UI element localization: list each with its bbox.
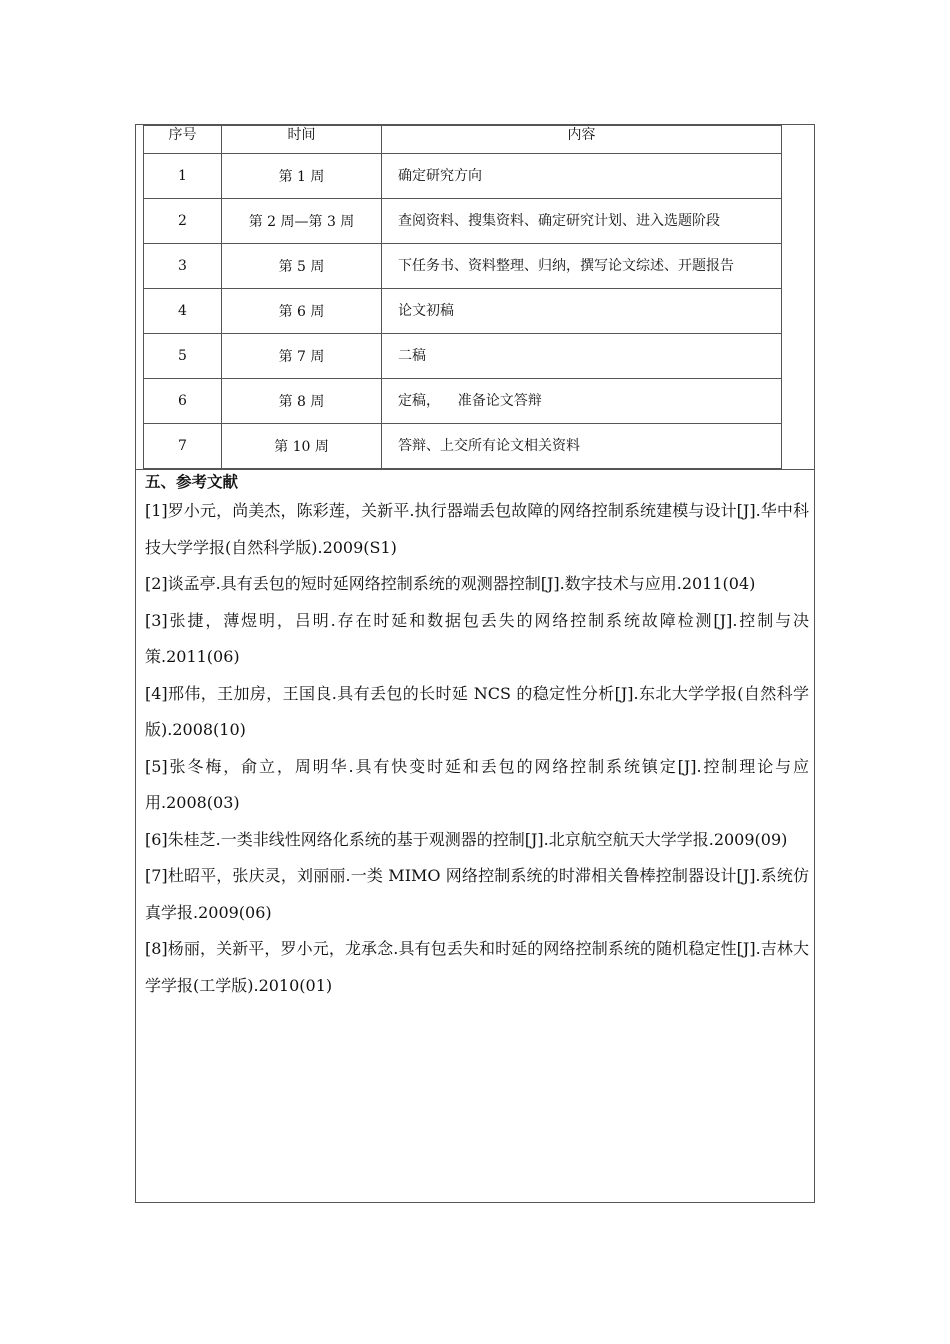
reference-item: [8]杨丽，关新平，罗小元，龙承念.具有包丢失和时延的网络控制系统的随机稳定性[J].吉林大学学报(工学版).2010(01) bbox=[145, 939, 809, 995]
row-content bbox=[382, 289, 782, 334]
schedule-row bbox=[144, 199, 782, 244]
row-content bbox=[382, 199, 782, 244]
row-week: 第 2 周—第 3 周 bbox=[222, 199, 382, 244]
reference-item: [4]邢伟，王加房，王国良.具有丢包的长时延 NCS 的稳定性分析[J].东北大学学报(自然科学版).2008(10) bbox=[145, 683, 809, 739]
row-content bbox=[382, 154, 782, 199]
row-content-text: 二稿 bbox=[398, 347, 426, 364]
header-content: 内容 bbox=[382, 126, 782, 154]
section-divider bbox=[136, 469, 814, 470]
row-index: 1 bbox=[144, 154, 222, 199]
schedule-row bbox=[144, 244, 782, 289]
references-section bbox=[145, 471, 809, 1004]
row-index: 5 bbox=[144, 334, 222, 379]
row-week: 第 10 周 bbox=[222, 424, 382, 469]
header-time: 时间 bbox=[222, 126, 382, 154]
schedule-row bbox=[144, 334, 782, 379]
schedule-row bbox=[144, 289, 782, 334]
row-index: 7 bbox=[144, 424, 222, 469]
references-title: 五、参考文献 bbox=[145, 473, 239, 491]
schedule-row bbox=[144, 154, 782, 199]
row-week: 第 8 周 bbox=[222, 379, 382, 424]
reference-item: [2]谈孟亭.具有丢包的短时延网络控制系统的观测器控制[J].数字技术与应用.2011(04) bbox=[145, 574, 756, 593]
reference-item: [7]杜昭平，张庆灵，刘丽丽.一类 MIMO 网络控制系统的时滞相关鲁棒控制器设计[J].系统仿真学报.2009(06) bbox=[145, 866, 809, 922]
reference-list bbox=[145, 493, 809, 1004]
header-index: 序号 bbox=[144, 126, 222, 154]
row-content bbox=[382, 334, 782, 379]
reference-item: [5]张冬梅，俞立，周明华.具有快变时延和丢包的网络控制系统镇定[J].控制理论与应用.2008(03) bbox=[145, 756, 809, 812]
report-form bbox=[135, 124, 815, 1203]
row-content-text: 确定研究方向 bbox=[398, 167, 482, 184]
row-week: 第 5 周 bbox=[222, 244, 382, 289]
row-index: 2 bbox=[144, 199, 222, 244]
schedule-row bbox=[144, 379, 782, 424]
row-index: 6 bbox=[144, 379, 222, 424]
row-content-text: 下任务书、资料整理、归纳，撰写论文综述、开题报告 bbox=[398, 257, 734, 274]
row-week: 第 6 周 bbox=[222, 289, 382, 334]
row-content-text: 定稿， 准备论文答辩 bbox=[398, 392, 542, 409]
row-content-text: 查阅资料、搜集资料、确定研究计划、进入选题阶段 bbox=[398, 212, 720, 229]
reference-item: [3]张捷，薄煜明，吕明.存在时延和数据包丢失的网络控制系统故障检测[J].控制与决策.2011(06) bbox=[145, 610, 809, 666]
row-week: 第 7 周 bbox=[222, 334, 382, 379]
schedule-row bbox=[144, 424, 782, 469]
row-content bbox=[382, 244, 782, 289]
schedule-table bbox=[143, 125, 782, 469]
row-week: 第 1 周 bbox=[222, 154, 382, 199]
row-content-text: 论文初稿 bbox=[398, 302, 454, 319]
row-content-text: 答辩、上交所有论文相关资料 bbox=[398, 437, 580, 454]
row-content bbox=[382, 379, 782, 424]
row-index: 4 bbox=[144, 289, 222, 334]
reference-item: [1]罗小元，尚美杰，陈彩莲，关新平.执行器端丢包故障的网络控制系统建模与设计[J].华中科技大学学报(自然科学版).2009(S1) bbox=[145, 501, 809, 557]
row-index: 3 bbox=[144, 244, 222, 289]
reference-item: [6]朱桂芝.一类非线性网络化系统的基于观测器的控制[J].北京航空航天大学学报.2009(09) bbox=[145, 829, 788, 849]
schedule-header-row bbox=[144, 126, 782, 154]
row-content bbox=[382, 424, 782, 469]
